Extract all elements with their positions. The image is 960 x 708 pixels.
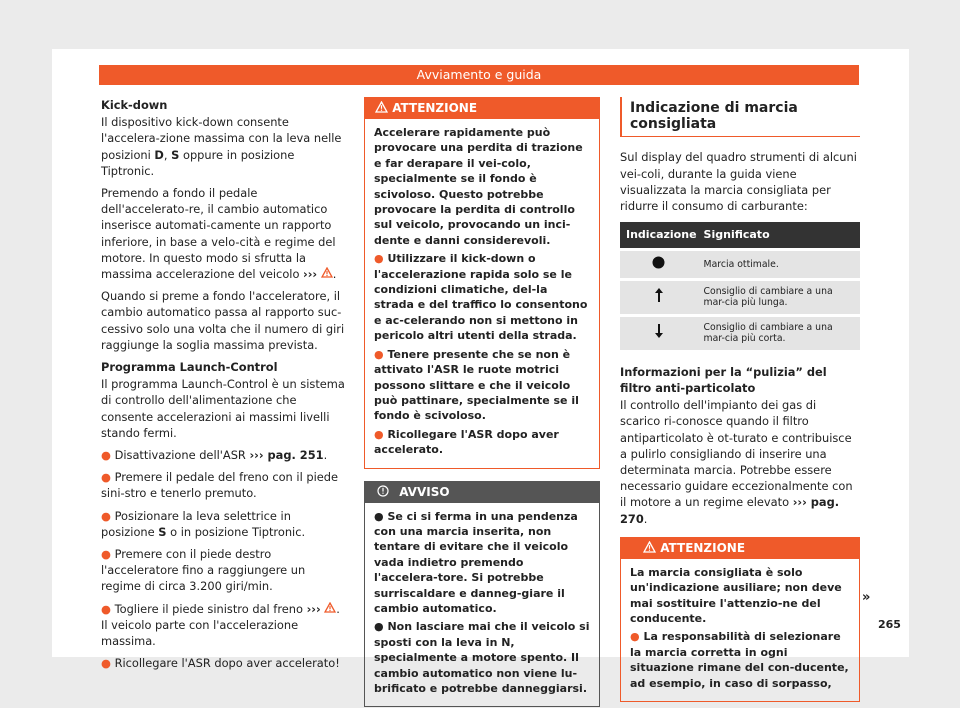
page-reference-link[interactable]: ›››: [303, 267, 318, 282]
page-number: 265: [878, 618, 901, 631]
list-item: ● Posizionare la leva selettrice in posizione S o in posizione Tiptronic.: [101, 508, 306, 539]
column-middle: [364, 97, 600, 707]
notice-box-body: [365, 503, 599, 707]
notice-box: [364, 481, 600, 708]
warning-box-header: ATTENZIONE: [365, 98, 599, 119]
warning-triangle-icon: [643, 541, 656, 555]
warning-box-body: Accelerare rapidamente può provocare una perdita di trazione e far derapare il vei-colo, specialmente se il fondo è scivoloso. Questo potrebbe provocare la perdita di controllo sul veicolo, provocando un inci-dente e danni considerevoli. ● Utilizzare il kick-down o l'accelerazione rapida solo se le condizioni climatiche, del-la strada e del traffico lo consentono e ac-celerando non si mettono in pericolo altri utenti della strada. ● Tenere presente che se non è attivato l'ASR le ruote motrici possono slittare e che il veicolo può pattinare, specialmente se il fondo è scivoloso. ● Ricollegare l'ASR dopo aver accelerato.: [365, 119, 599, 468]
arrow-up-icon: [654, 295, 664, 306]
kickdown-paragraph-2: Premendo a fondo il pedale dell'accelerato-re, il cambio automatico inserisce automati-camente un rapporto inferiore, in base a velo-cità e regime del motore. In questo modo si sfrutta la massima accelerazione del veicolo ››› .: [101, 186, 337, 282]
filter-paragraph: Il controllo dell'impianto dei gas di scarico ri-conosce quando il filtro antiparticolato è ot-turato e contribuisce a pulirlo consigliando di inserire una determinata marcia. Potrebbe essere necessario guidare eccezionalmente con il motore a un regime elevato ››› pag. 270.: [620, 398, 853, 526]
table-row: Consiglio di cambiare a una mar-cia più lunga.: [620, 279, 860, 315]
page-reference-link[interactable]: ›››: [306, 601, 321, 616]
kickdown-heading: Kick-down: [101, 98, 168, 112]
notice-box-header: AVVISO: [365, 482, 599, 503]
table-header-meaning: Significato: [698, 222, 860, 250]
page-reference-link[interactable]: ››› pag. 251: [249, 448, 324, 463]
list-item: ● Non lasciare mai che il veicolo si sposti con la leva in N, specialmente a motore spento. Il cambio automatico non viene lu-brificato e potrebbe danneggiarsi.: [374, 620, 590, 695]
list-item: ● Disattivazione dell'ASR ››› pag. 251.: [101, 448, 328, 463]
table-row: Consiglio di cambiare a una mar-cia più corta.: [620, 315, 860, 350]
column-left: [101, 97, 346, 678]
warning-triangle-icon: [324, 602, 336, 616]
list-item: ● Ricollegare l'ASR dopo aver accelerato!: [101, 656, 340, 671]
filter-heading: Informazioni per la “pulizia” del filtro anti-particolato: [620, 364, 827, 395]
intro-paragraph: Sul display del quadro strumenti di alcuni vei-coli, durante la guida viene visualizzata la marcia consigliata per ridurre il consumo di carburante:: [620, 150, 857, 214]
list-item: ● Premere il pedale del freno con il piede sini-stro e tenerlo premuto.: [101, 470, 338, 501]
gear-indicator-table: [620, 222, 860, 350]
continue-marker: »: [862, 590, 871, 605]
table-header-indication: Indicazione: [620, 222, 698, 250]
list-item: ● Togliere il piede sinistro dal freno ››› . Il veicolo parte con l'accelerazione massima.: [101, 601, 340, 649]
arrow-down-icon: [654, 331, 664, 342]
warning-box-header: ATTENZIONE: [621, 538, 859, 559]
list-item: ● Utilizzare il kick-down o l'accelerazione rapida solo se le condizioni climatiche, del-la strada e del traffico lo consentono e ac-celerando non si mettono in pericolo altri utenti della strada.: [374, 252, 588, 343]
table-row: Marcia ottimale.: [620, 250, 860, 280]
info-circle-icon: [377, 485, 389, 499]
kickdown-paragraph-1: Il dispositivo kick-down consente l'accelera-zione massima con la leva nelle posizioni D, S oppure in posizione Tiptronic.: [101, 115, 342, 178]
dot-icon: [652, 261, 665, 272]
warning-triangle-icon: [321, 267, 333, 281]
list-item: ● Se ci si ferma in una pendenza con una marcia inserita, non tentare di evitare che il veicolo vada indietro premendo l'accelera-tore. Si potrebbe surriscaldare e danneg-giare il cambio automatico.: [374, 509, 578, 615]
list-item: ● Ricollegare l'ASR dopo aver accelerato.: [374, 427, 559, 457]
list-item: ● La responsabilità di selezionare la marcia corretta in ogni situazione rimane del con-ducente, ad esempio, in caso di sorpasso,: [630, 630, 849, 690]
section-title: Indicazione di marcia consigliata: [620, 97, 860, 137]
warning-box: [620, 537, 860, 702]
warning-box: [364, 97, 600, 469]
launch-control-heading: Programma Launch-Control: [101, 360, 278, 375]
list-item: ● Premere con il piede destro l'acceleratore fino a raggiungere un regime di circa 3.200 giri/min.: [101, 547, 306, 594]
column-right: [620, 97, 860, 702]
warning-box-body: La marcia consigliata è solo un'indicazione ausiliare; non deve mai sostituire l'attenzio-ne del conducente. ● La responsabilità di selezionare la marcia corretta in ogni situazione rimane del con-ducente, ad esempio, in caso di sorpasso,: [630, 565, 849, 690]
launch-control-paragraph: Il programma Launch-Control è un sistema di controllo dell'alimentazione che consente accelerazioni ai massimi livelli stando fermi.: [101, 377, 345, 440]
list-item: ● Tenere presente che se non è attivato l'ASR le ruote motrici possono slittare e che il veicolo può pattinare, specialmente se il fondo è scivoloso.: [374, 347, 579, 423]
page-reference-link[interactable]: ››› pag. 270: [620, 495, 840, 526]
kickdown-paragraph-3: Quando si preme a fondo l'acceleratore, il cambio automatico passa al rapporto suc-cessivo solo una volta che il numero di giri raggiunge la soglia massima prevista.: [101, 289, 345, 352]
chapter-header: Avviamento e guida: [99, 65, 859, 85]
warning-triangle-icon: [375, 101, 388, 115]
